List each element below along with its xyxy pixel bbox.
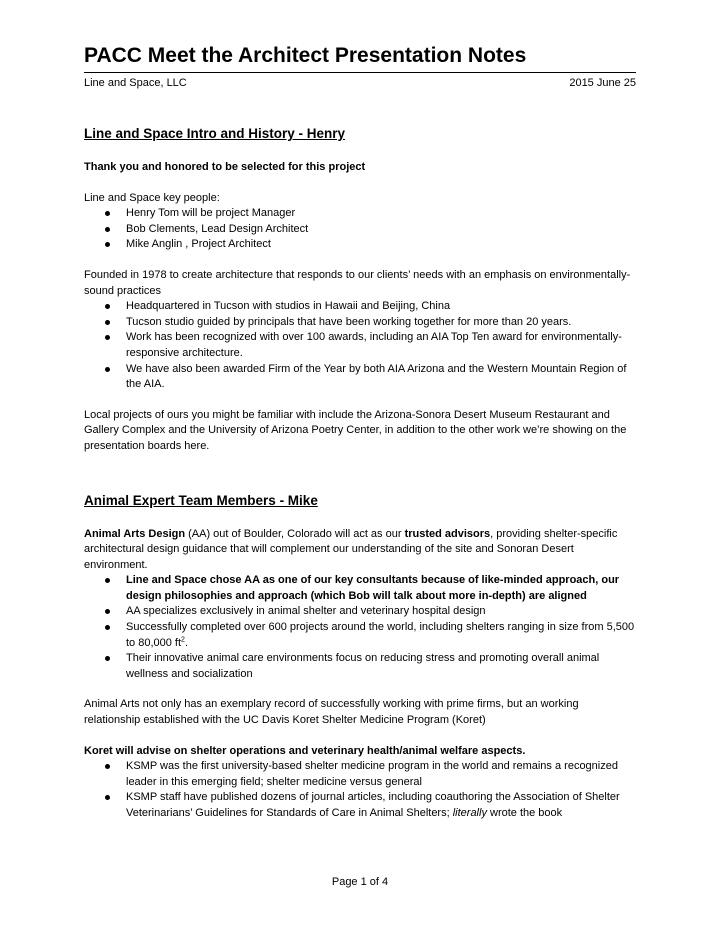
bullet-icon — [105, 656, 110, 661]
list-item: Tucson studio guided by principals that have been working together for more than 20 years. — [84, 315, 636, 331]
bullet-icon — [105, 795, 110, 800]
founded-paragraph: Founded in 1978 to create architecture that responds to our clients’ needs with an emphasis on environmentally-sound practices — [84, 268, 631, 297]
list-item: AA specializes exclusively in animal shelter and veterinary hospital design — [84, 604, 636, 620]
document-page — [84, 42, 636, 822]
bullet-icon — [105, 625, 110, 630]
bullet-icon — [105, 578, 110, 583]
local-projects-paragraph: Local projects of ours you might be familiar with include the Arizona-Sonora Desert Museum Restaurant and Gallery Complex and the University of Arizona Poetry Center, in addition to the other work we’re showing on the presentation boards here. — [84, 408, 627, 452]
animal-arts-paragraph: Animal Arts Design (AA) out of Boulder, Colorado will act as our trusted advisors, providing shelter-specific architectural design guidance that will complement our understanding of the site and Sonoran Desert environment. — [84, 527, 618, 571]
company-name: Line and Space, LLC — [84, 77, 187, 89]
list-item: Successfully completed over 600 projects around the world, including shelters ranging in size from 5,500 to 80,000 $ft^2$. — [84, 620, 636, 651]
bullet-icon — [105, 304, 110, 309]
list-item: Line and Space chose AA as one of our key consultants because of like-minded approach, our design philosophies and approach (which Bob will talk about more in-depth) are aligned — [84, 573, 636, 604]
section-heading-animal-team: Animal Expert Team Members - Mike — [84, 492, 318, 508]
document-date: 2015 June 25 — [569, 77, 636, 89]
list-item: Work has been recognized with over 100 awards, including an AIA Top Ten award for environmentally-responsive architecture. — [84, 330, 636, 361]
list-item: Henry Tom will be project Manager — [84, 206, 636, 222]
bullet-icon — [105, 242, 110, 247]
koret-list — [84, 759, 636, 821]
bullet-icon — [105, 609, 110, 614]
bullet-icon — [105, 211, 110, 216]
thanks-line: Thank you and honored to be selected for this project — [84, 161, 366, 173]
list-item: Mike Anglin , Project Architect — [84, 237, 636, 253]
list-item: Their innovative animal care environments focus on reducing stress and promoting overall animal wellness and socialization — [84, 651, 636, 682]
list-item: KSMP staff have published dozens of journal articles, including coauthoring the Association of Shelter Veterinarians’ Guidelines for Standards of Care in Animal Shelters; literally wrote the book — [84, 790, 636, 821]
list-item: We have also been awarded Firm of the Year by both AIA Arizona and the Western Mountain Region of the AIA. — [84, 362, 636, 393]
animal-arts-record-paragraph: Animal Arts not only has an exemplary record of successfully working with prime firms, but an working relationship established with the UC Davis Koret Shelter Medicine Program (Koret) — [84, 698, 579, 727]
bullet-icon — [105, 320, 110, 325]
list-item: KSMP was the first university-based shelter medicine program in the world and remains a recognized leader in this emerging field; shelter medicine versus general — [84, 759, 636, 790]
bullet-icon — [105, 367, 110, 372]
animal-arts-list — [84, 573, 636, 682]
bullet-icon — [105, 227, 110, 232]
facts-list — [84, 299, 636, 393]
document-subheader — [84, 72, 636, 90]
list-item: Headquartered in Tucson with studios in Hawaii and Beijing, China — [84, 299, 636, 315]
document-title: PACC Meet the Architect Presentation Notes — [84, 44, 527, 67]
page-number: Page 1 of 4 — [331, 876, 389, 888]
bullet-icon — [105, 335, 110, 340]
bullet-icon — [105, 764, 110, 769]
key-people-intro: Line and Space key people: — [84, 191, 220, 204]
list-item: Bob Clements, Lead Design Architect — [84, 222, 636, 238]
koret-heading: Koret will advise on shelter operations and veterinary health/animal welfare aspects. — [84, 744, 526, 757]
section-heading-intro: Line and Space Intro and History - Henry — [84, 126, 346, 141]
key-people-list — [84, 206, 636, 253]
